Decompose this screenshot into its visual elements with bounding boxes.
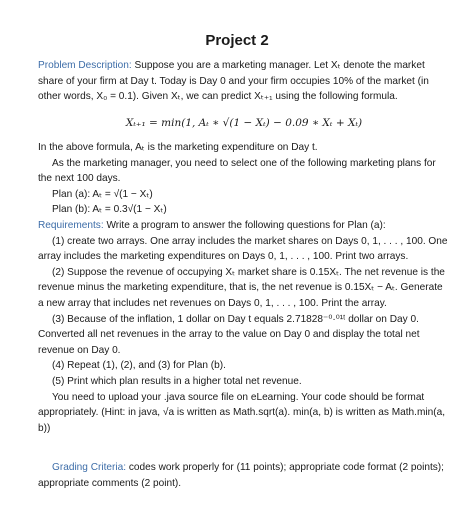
question-5: (5) Print which plan results in a higher total net revenue. [52,375,302,387]
main-formula: Xₜ₊₁ = min(1, Aₜ ∗ √(1 − Xₜ) − 0.09 ∗ Xₜ + Xₜ) [125,117,363,129]
expenditure-paragraph: In the above formula, Aₜ is the marketing expenditure on Day t. [38,142,318,153]
question-1: (1) create two arrays. One array includes the market shares on Days 0, 1, . . . , 100. One array includes the marketing expenditures on Days 0, 1, . . . , 100. Print two arrays. [38,235,448,263]
grading-section [38,460,450,491]
requirements-heading: Requirements: [38,219,104,231]
question-3: (3) Because of the inflation, 1 dollar on Day t equals 2.71828⁻⁰·⁰¹ᵗ dollar on Day 0. Converted all net revenues in the array to the value on Day 0 and display the total net revenue on Day 0. [38,313,420,356]
body-section [38,140,450,436]
upload-paragraph: You need to upload your .java source file on eLearning. Your code should be format appropriately. (Hint: in java, √a is written as Math.sqrt(a). min(a, b) is written as Math.min(a, b)) [38,391,445,434]
problem-heading: Problem Description: [38,60,132,71]
page-title: Project 2 [205,32,269,49]
plan-a: Plan (a): Aₜ = √(1 − Xₜ) [52,188,153,200]
grading-text: codes work properly for (11 points); appropriate code format (2 points); appropriate comments (2 point). [38,462,444,489]
plan-b: Plan (b): Aₜ = 0.3√(1 − Xₜ) [52,204,167,216]
problem-text: Suppose you are a marketing manager. Let Xₜ denote the market share of your firm at Day t. Today is Day 0 and your firm occupies 10% of the market (in other words, X₀ = 0.1). Given Xₜ, we can predict Xₜ₊₁ using the following formula. [38,60,429,103]
problem-section [38,58,450,105]
requirements-text: Write a program to answer the following questions for Plan (a): [103,219,386,231]
question-4: (4) Repeat (1), (2), and (3) for Plan (b). [52,360,226,372]
question-2: (2) Suppose the revenue of occupying Xₜ market share is 0.15Xₜ. The net revenue is the revenue minus the marketing expenditure, that is, the net revenue is 0.15Xₜ − Aₜ. Generate a new array that includes net revenues on Days 0, 1, . . . , 100. Print the array. [38,266,445,309]
manager-paragraph: As the marketing manager, you need to select one of the following marketing plans for the next 100 days. [38,157,436,185]
grading-heading: Grading Criteria: [52,462,127,473]
